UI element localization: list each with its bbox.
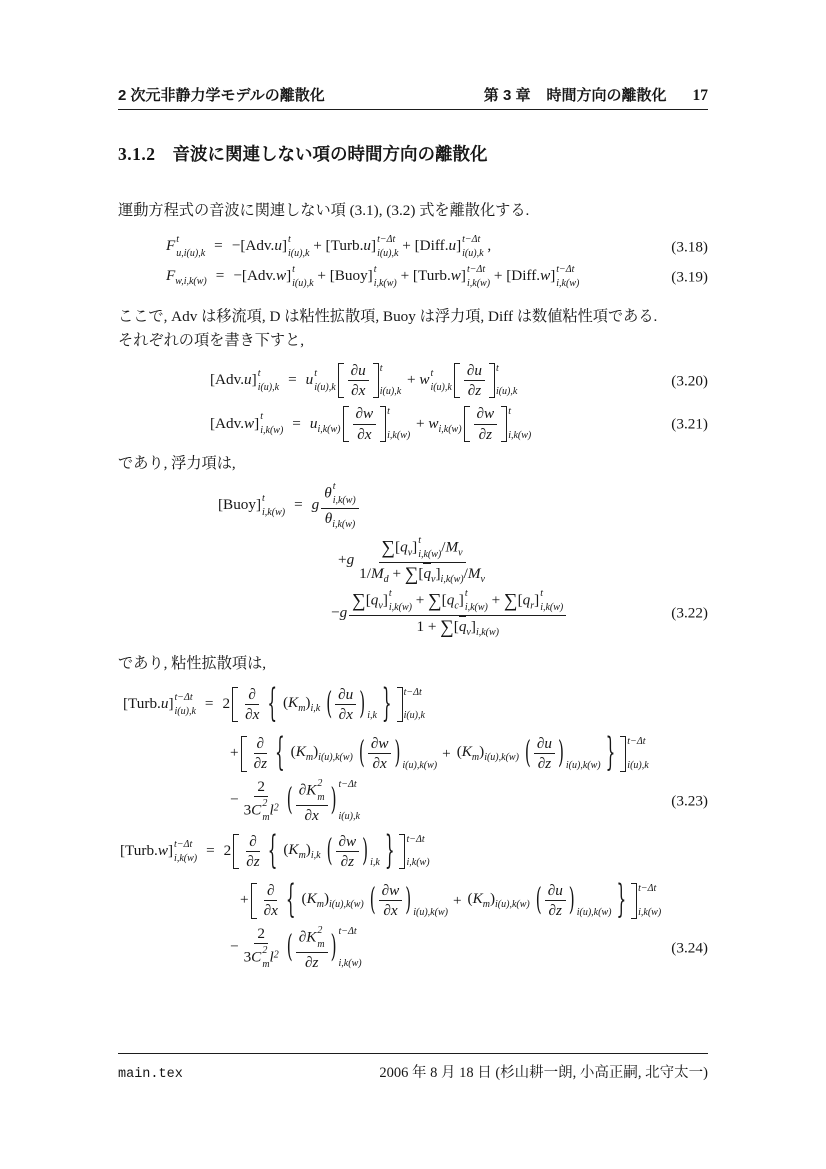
section-heading	[118, 141, 708, 166]
equation-3-19-number: (3.19)	[671, 268, 708, 286]
footer-rule	[118, 1053, 708, 1054]
equation-3-18	[118, 235, 708, 259]
footer-date-authors: 2006 年 8 月 18 日 (杉山耕一朗, 小高正嗣, 北守太一)	[379, 1065, 708, 1081]
equation-3-23-line2	[118, 729, 708, 775]
equation-3-21	[118, 406, 708, 441]
equation-3-24-line1	[118, 827, 708, 873]
equation-3-20-formula: [Adv.u] t i(u),k = u t i(u),k ∂u ∂x t i(u),k + w t i(u),k ∂u ∂z t i(u),k	[210, 362, 518, 400]
header-right	[484, 84, 708, 105]
equation-3-22-line1	[118, 482, 708, 530]
equation-3-23-formula-line2: + ∂ ∂z { $(K_m)_{i(u),k(w)}$ ( ∂w ∂x ) i(u),k(w) + $(K_m)_{i(u),k(w)}$ ( ∂u ∂z ) i(u),k(w) } t−Δt i(u),k	[230, 729, 649, 775]
header-page-number: 17	[692, 87, 708, 104]
footer-filename: main.tex	[118, 1067, 183, 1082]
equation-3-24-formula-line2: + ∂ ∂x { $(K_m)_{i(u),k(w)}$ ( ∂w ∂x ) i(u),k(w) + $(K_m)_{i(u),k(w)}$ ( ∂u ∂z ) i(u),k(w) } t−Δt i,k(w)	[240, 876, 662, 922]
equation-3-22-formula-line1: [Buoy] t i,k(w) = g θ t i,k(w) $\theta_{i,k(w)}$	[218, 496, 361, 513]
equation-3-20-number: (3.20)	[671, 372, 708, 390]
equation-3-21-formula: [Adv.w] t i,k(w) = $u_{i,k(w)}$ ∂w ∂x t i,k(w) + $w_{i,k(w)}$ ∂w ∂z t i,k(w)	[210, 405, 532, 443]
equation-3-22-formula-line3: −g $\sum[q_v]$ t i,k(w) + $\sum[q_c]$ t i,k(w) + $\sum[q_r]$ t i,k(w) $1 + \sum[q_v]_{i,k(w)}$	[331, 604, 568, 621]
equation-3-18-number: (3.18)	[671, 238, 708, 256]
equation-3-22-line2	[118, 536, 708, 585]
page-body	[118, 0, 708, 970]
header-rule	[118, 109, 708, 110]
equation-3-24-line2	[118, 876, 708, 922]
page-footer	[118, 1053, 708, 1082]
equation-3-24-formula-line3: − 2 3C 2 m $l^2$ ( ∂K 2 m ∂z ) t−Δt i,k(w)	[230, 924, 362, 971]
equation-3-23-formula-line3: − 2 3C 2 m $l^2$ ( ∂K 2 m ∂x ) t−Δt i(u),k	[230, 777, 360, 824]
equation-3-22-number: (3.22)	[671, 604, 708, 622]
equation-3-20	[118, 363, 708, 398]
equation-3-19	[118, 265, 708, 289]
equation-3-23-formula-line1: [Turb.u] t−Δt i(u),k = 2 ∂ ∂x { $(K_m)_{i,k}$ ( ∂u ∂x ) i,k } t−Δt i(u),k	[123, 680, 425, 726]
header-left-title: 2 次元非静力学モデルの離散化	[118, 87, 325, 104]
equation-3-22-line3	[118, 589, 708, 638]
paragraph-buoyancy-intro: であり, 浮力項は,	[118, 454, 236, 472]
section-title: 音波に関連しない項の時間方向の離散化	[172, 144, 488, 164]
paragraph-intro: 運動方程式の音波に関連しない項 (3.1), (3.2) 式を離散化する.	[118, 202, 530, 219]
equation-3-19-formula: $F_{w,i,k(w)} = -[Adv.w]$ t i(u),k + [Buoy] t i,k(w) + [Turb.w] t−Δt i,k(w) + [Diff.w] t−Δt i,k(w)	[166, 264, 580, 289]
equation-3-24-number: (3.24)	[671, 939, 708, 957]
section-number: 3.1.2	[118, 144, 156, 164]
running-header	[118, 84, 708, 105]
header-chapter-label: 第 3 章	[483, 87, 531, 104]
equation-3-23-line1	[118, 680, 708, 726]
equation-3-22-formula-line2: +g $\sum[q_v]$ t i,k(w) $/M_v$ $1/M_d + \sum[q_v]_{i,k(w)}/M_v$	[338, 534, 485, 585]
equation-3-23-line3	[118, 779, 708, 823]
equation-3-23-number: (3.23)	[671, 792, 708, 810]
equation-3-24-formula-line1: [Turb.w] t−Δt i,k(w) = 2 ∂ ∂z { $(K_m)_{i,k}$ ( ∂w ∂z ) i,k } t−Δt i,k(w)	[120, 827, 430, 873]
paragraph-viscosity-intro: であり, 粘性拡散項は,	[118, 654, 267, 672]
paragraph-terms-line2: それぞれの項を書き下すと,	[118, 332, 305, 349]
paragraph-terms-line1: ここで, Adv は移流項, D は粘性拡散項, Buoy は浮力項, Diff は数値粘性項である.	[118, 308, 658, 325]
paragraph-terms	[118, 305, 708, 353]
equation-3-18-formula: F t u,i(u),k = −[Adv.u] t i(u),k + [Turb.u] t−Δt i(u),k + [Diff.u] t−Δt i(u),k ,	[166, 234, 492, 259]
header-chapter-title: 時間方向の離散化	[546, 87, 667, 104]
equation-3-21-number: (3.21)	[671, 415, 708, 433]
equation-3-24-line3	[118, 926, 708, 970]
